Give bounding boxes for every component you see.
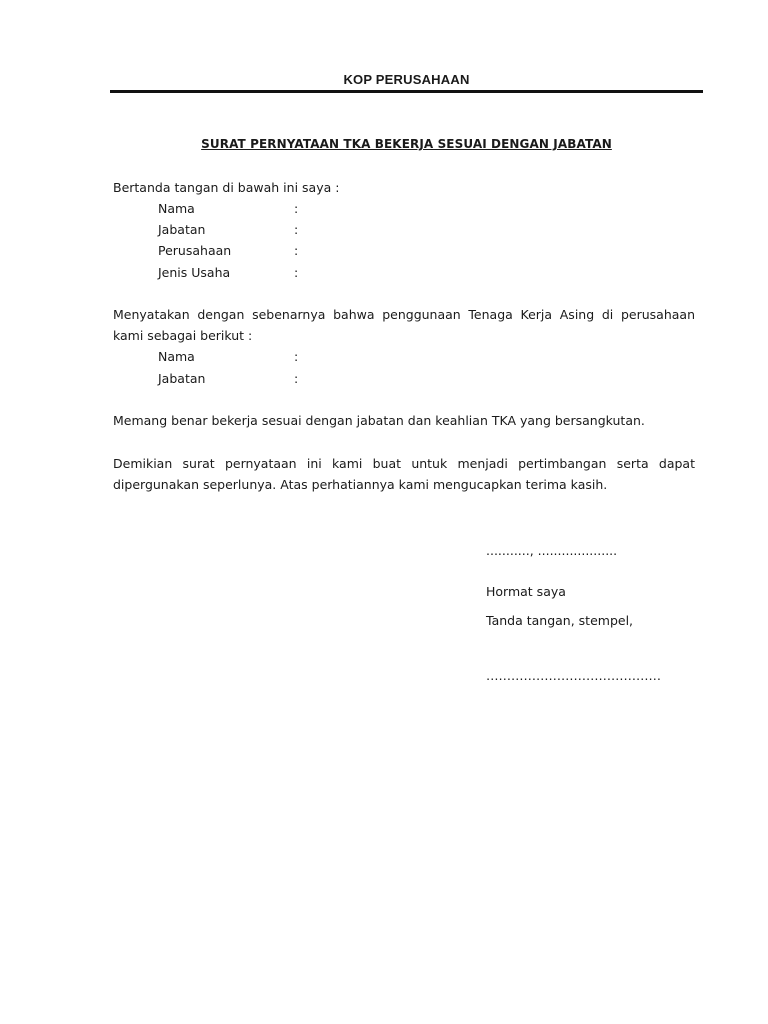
field-label: Nama — [158, 201, 195, 216]
field-label: Perusahaan — [158, 243, 232, 258]
field-label: Jenis Usaha — [158, 265, 231, 280]
letterhead-title: KOP PERUSAHAAN — [343, 72, 470, 87]
field-separator: : — [294, 243, 299, 258]
signer-field-jabatan — [158, 219, 298, 240]
tka-field-jabatan — [158, 368, 298, 389]
signer-field-nama — [158, 198, 298, 219]
document-title: SURAT PERNYATAAN TKA BEKERJA SESUAI DENGAN JABATAN — [201, 137, 612, 151]
field-separator: : — [294, 265, 299, 280]
place-date-line: ..........., .................... — [486, 543, 618, 558]
field-separator: : — [294, 201, 299, 216]
field-label: Jabatan — [158, 371, 206, 386]
letterhead-divider — [110, 90, 703, 93]
statement-paragraph: Menyatakan dengan sebenarnya bahwa penggunaan Tenaga Kerja Asing di perusahaan kami sebagai berikut : — [113, 307, 695, 343]
tka-field-nama — [158, 346, 298, 367]
field-label: Nama — [158, 349, 195, 364]
field-separator: : — [294, 349, 299, 364]
field-separator: : — [294, 371, 299, 386]
signer-name-line: …………………………………… — [486, 668, 661, 683]
signature-note: Tanda tangan, stempel, — [486, 613, 634, 628]
confirmation-paragraph: Memang benar bekerja sesuai dengan jabatan dan keahlian TKA yang bersangkutan. — [113, 413, 645, 428]
signer-field-perusahaan — [158, 240, 298, 261]
field-separator: : — [294, 222, 299, 237]
regards-text: Hormat saya — [486, 584, 566, 599]
intro-text: Bertanda tangan di bawah ini saya : — [113, 180, 340, 195]
field-label: Jabatan — [158, 222, 206, 237]
signer-field-jenis-usaha — [158, 262, 298, 283]
closing-paragraph: Demikian surat pernyataan ini kami buat untuk menjadi pertimbangan serta dapat dipergunakan seperlunya. Atas perhatiannya kami mengucapkan terima kasih. — [113, 456, 695, 492]
